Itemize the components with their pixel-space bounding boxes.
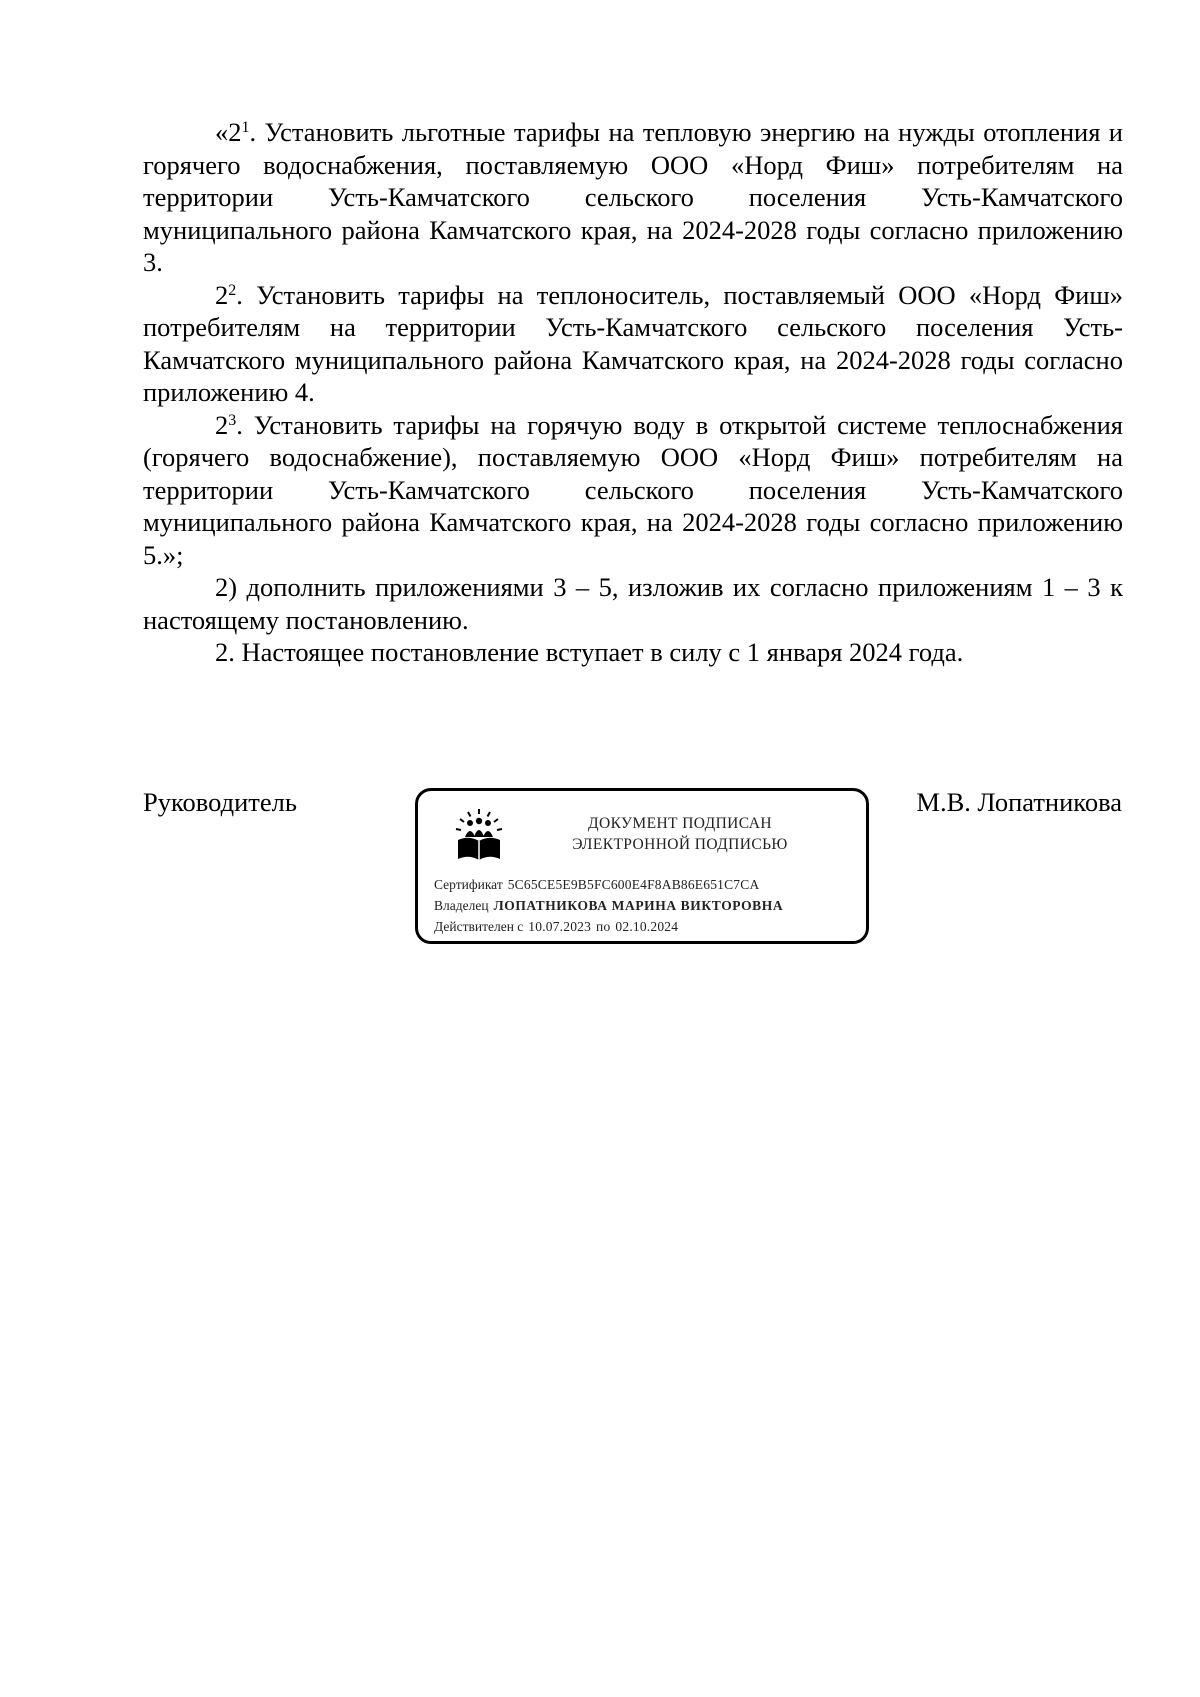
paragraph-2-3 xyxy=(143,409,1123,572)
paragraph-text: 2. Настоящее постановление вступает в силу с 1 января 2024 года. xyxy=(215,637,964,667)
stamp-title-line: ДОКУМЕНТ ПОДПИСАН xyxy=(588,815,772,832)
stamp-title xyxy=(530,813,830,855)
paragraph-effective-date xyxy=(143,636,1123,669)
paragraph-appendices xyxy=(143,571,1123,636)
paragraph-text: . Установить тарифы на горячую воду в открытой системе теплоснабжения (горячего водоснабжение), поставляемую ООО «Норд Фиш» потребителям на территории Усть-Камчатского сельского поселения Усть-Камчатского муниципального района Камчатского края, на 2024-2028 годы согласно приложению 5.»; xyxy=(143,409,1123,570)
electronic-signature-stamp xyxy=(415,788,869,944)
paragraph-number: 2 xyxy=(215,409,229,440)
stamp-certificate-value: 5C65CE5E9B5FC600E4F8AB86E651C7CA xyxy=(507,877,760,892)
paragraph-superscript: 3 xyxy=(228,411,237,429)
stamp-certificate-label: Сертификат xyxy=(434,877,503,892)
stamp-valid-label: Действителен с xyxy=(434,919,524,934)
paragraph-text: 2) дополнить приложениями 3 – 5, изложив их согласно приложениям 1 – 3 к настоящему постановлению. xyxy=(143,572,1123,635)
signatory-name: М.В. Лопатникова xyxy=(916,787,1122,817)
paragraph-number: «2 xyxy=(215,117,242,147)
paragraph-2-2 xyxy=(143,279,1123,409)
stamp-owner-line xyxy=(434,897,783,915)
paragraph-superscript: 1 xyxy=(241,119,250,136)
stamp-owner-label: Владелец xyxy=(434,898,489,913)
paragraph-text: . Установить льготные тарифы на тепловую энергию на нужды отопления и горячего водоснабжения, поставляемую ООО «Норд Фиш» потребителям на территории Усть-Камчатского сельского поселения Усть-Камчатского муниципального района Камчатского края, на 2024-2028 годы согласно приложению 3. xyxy=(143,117,1123,277)
stamp-valid-from: 10.07.2023 xyxy=(528,919,592,934)
paragraph-2-1 xyxy=(143,116,1123,279)
document-body xyxy=(143,116,1123,669)
signatory-role: Руководитель xyxy=(143,787,297,817)
paragraph-superscript: 2 xyxy=(228,281,237,299)
stamp-owner-value: ЛОПАТНИКОВА МАРИНА ВИКТОРОВНА xyxy=(493,898,784,913)
paragraph-number: 2 xyxy=(215,279,229,310)
stamp-title-line: ЭЛЕКТРОННОЙ ПОДПИСЬЮ xyxy=(572,836,788,853)
stamp-valid-to: 02.10.2024 xyxy=(615,919,679,934)
stamp-certificate-line xyxy=(434,876,759,894)
paragraph-text: . Установить тарифы на теплоноситель, поставляемый ООО «Норд Фиш» потребителям на территории Усть-Камчатского сельского поселения Усть-Камчатского муниципального района Камчатского края, на 2024-2028 годы согласно приложению 4. xyxy=(143,279,1123,407)
stamp-validity-line xyxy=(434,918,678,936)
stamp-valid-to-label: по xyxy=(596,919,611,934)
kamchatka-emblem-icon xyxy=(454,807,504,865)
